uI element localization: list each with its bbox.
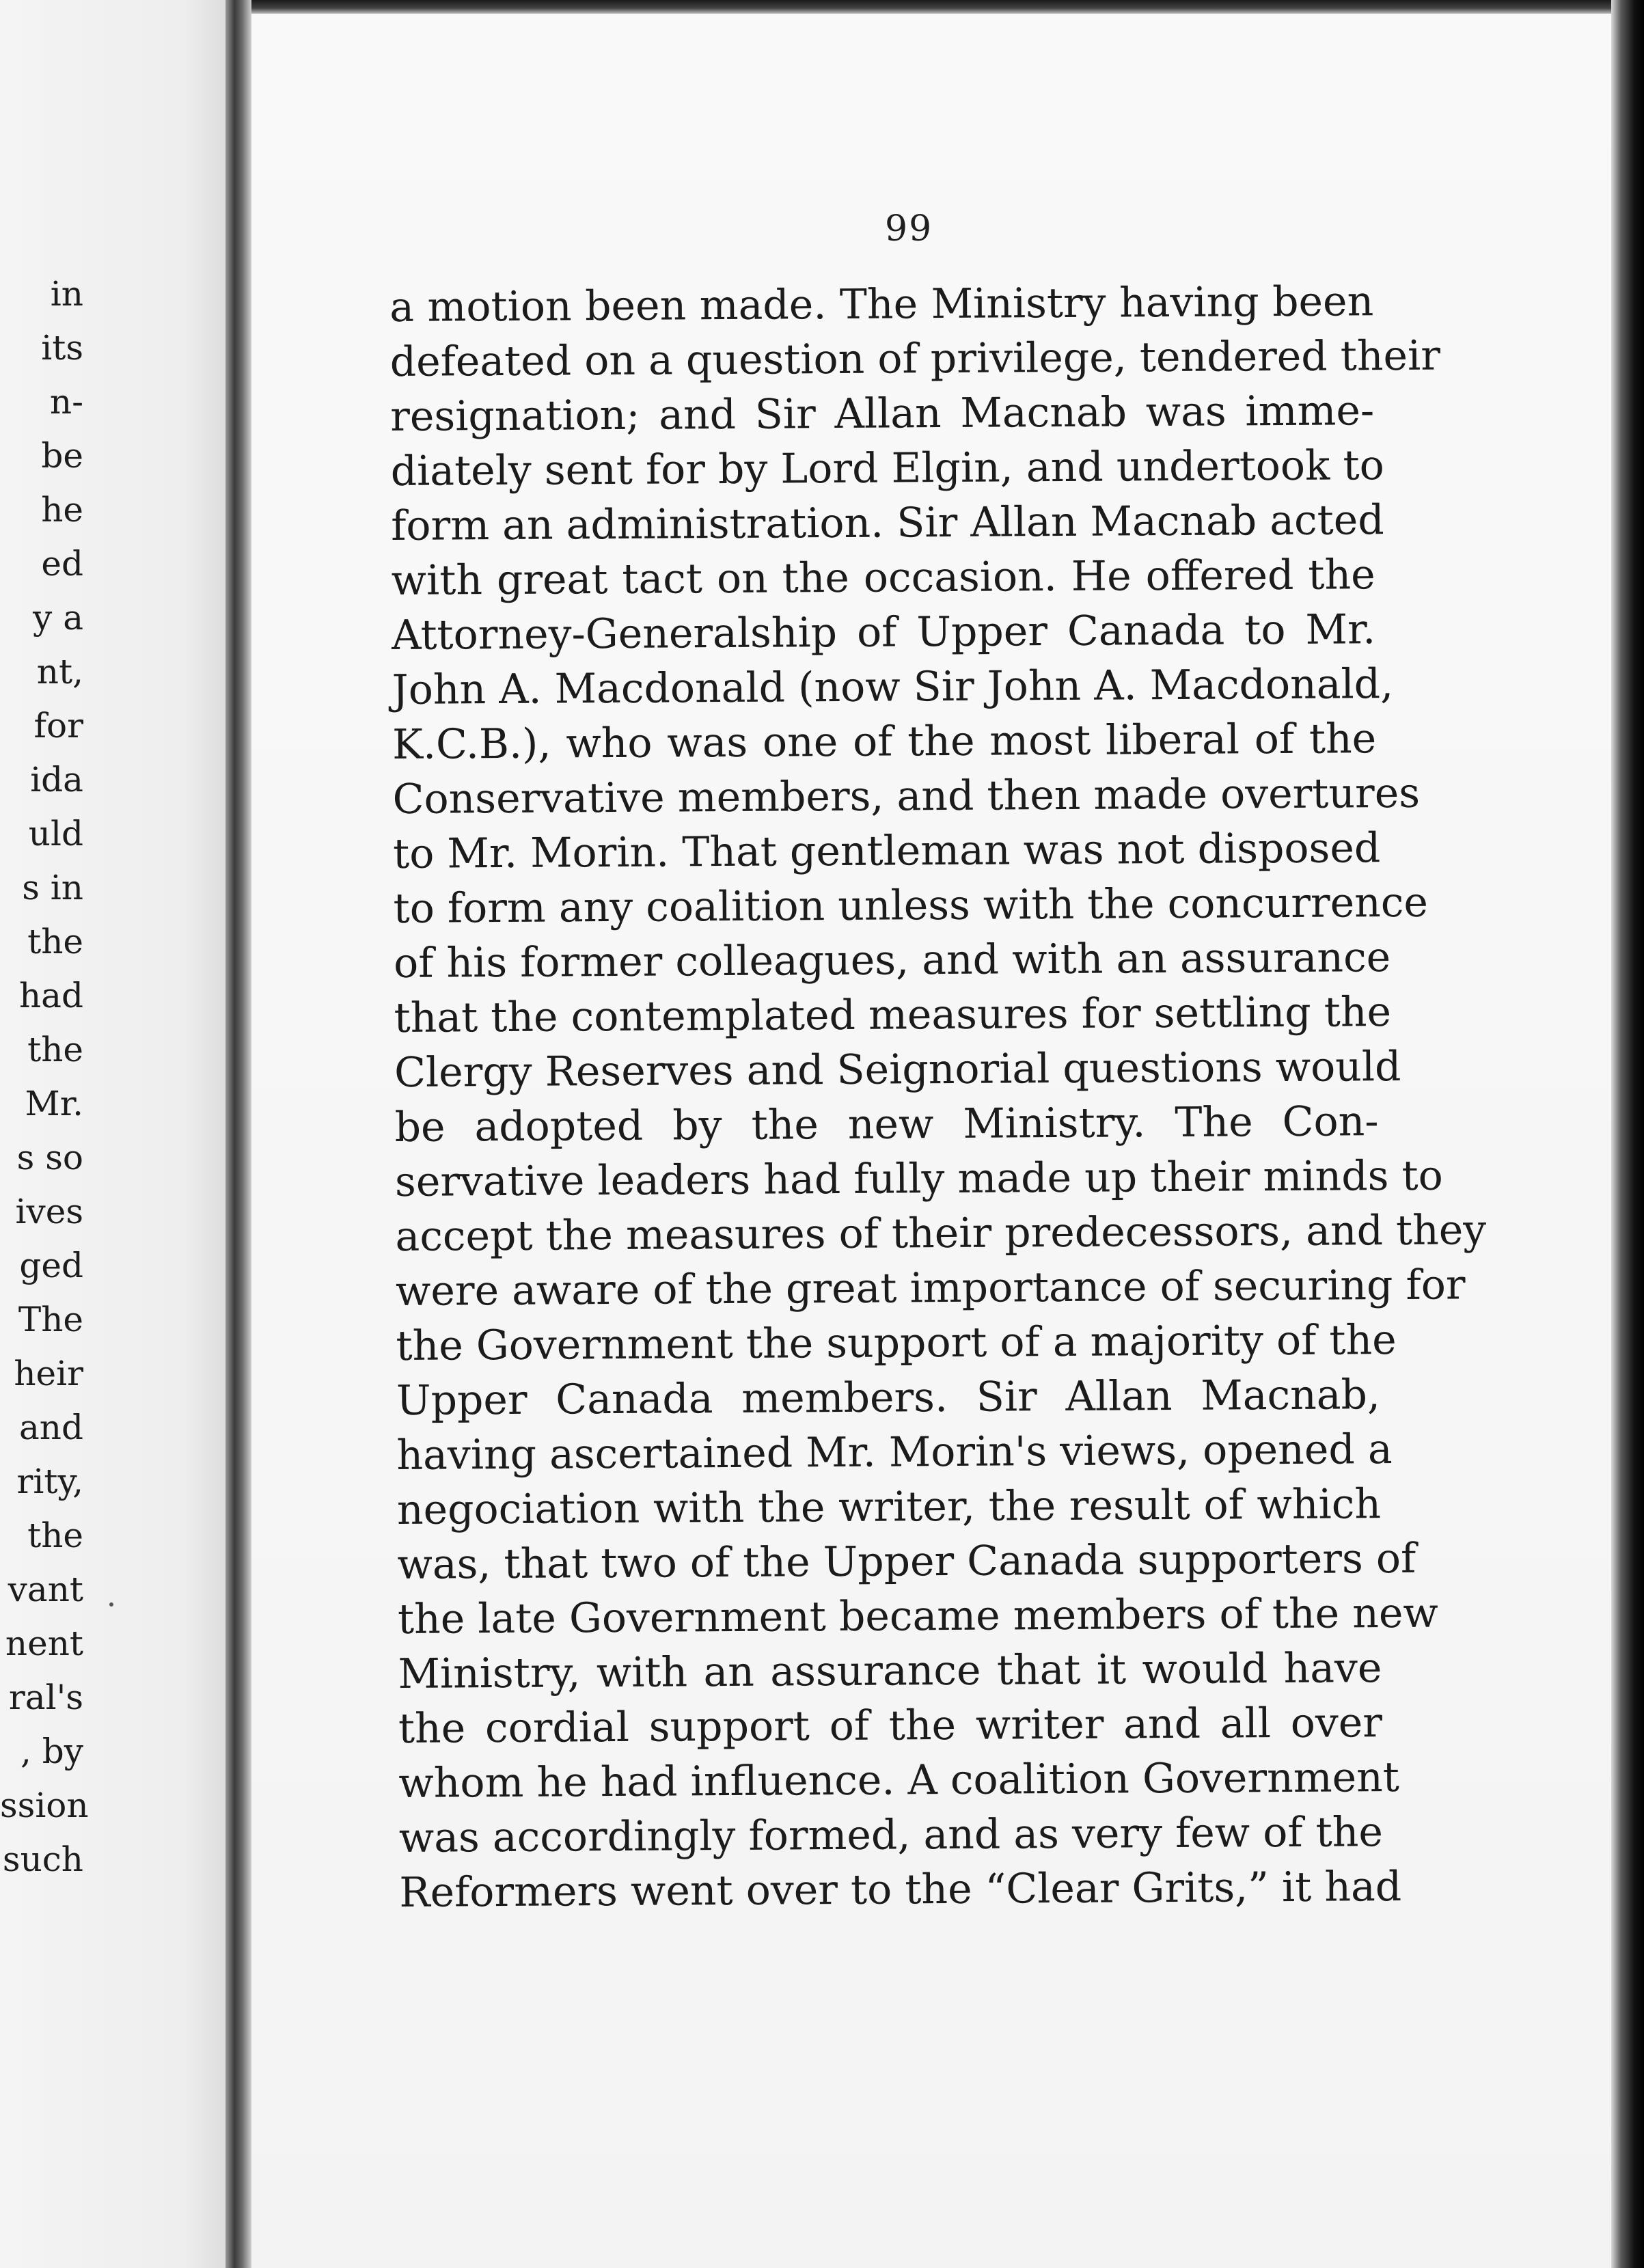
text-line: accept the measures of their predecessors, and they — [395, 1206, 1487, 1261]
left-facing-page — [0, 0, 229, 2268]
text-line: was, that two of the Upper Canada supporters of — [397, 1534, 1416, 1589]
left-page-fragment: ged — [19, 1246, 83, 1285]
text-line: Ministry, with an assurance that it would have — [398, 1644, 1382, 1698]
text-line: of his former colleagues, and with an assurance — [393, 933, 1391, 987]
text-line: was accordingly formed, and as very few of the — [398, 1808, 1384, 1862]
left-page-fragment: its — [41, 328, 83, 368]
left-page-fragment: heir — [14, 1354, 83, 1393]
text-line: were aware of the great importance of securing for — [395, 1261, 1466, 1315]
text-line: whom he had influence. A coalition Government — [398, 1753, 1400, 1807]
text-line: negociation with the writer, the result of which — [396, 1480, 1382, 1534]
left-page-fragment: The — [18, 1300, 83, 1339]
left-page-fragment: had — [18, 976, 83, 1015]
left-page-fragment: ed — [41, 544, 83, 584]
text-line: form an administration. Sir Allan Macnab acted — [390, 496, 1384, 550]
text-line: the late Government became members of the new — [397, 1589, 1438, 1643]
text-line: a motion been made. The Ministry having been — [389, 277, 1374, 331]
top-shadow — [251, 0, 1644, 14]
text-line: having ascertained Mr. Morin's views, opened a — [396, 1425, 1393, 1479]
left-page-fragment: ida — [30, 760, 83, 800]
left-page-fragment: vant — [8, 1570, 83, 1609]
left-page-fragment: ives — [15, 1192, 83, 1231]
page-number: 99 — [885, 208, 933, 249]
left-page-fragment: nt, — [36, 652, 83, 692]
text-line: that the contemplated measures for settling the — [394, 988, 1392, 1042]
text-line: diately sent for by Lord Elgin, and undertook to — [390, 441, 1384, 495]
right-page-edge — [1611, 0, 1644, 2268]
left-page-fragment: rity, — [16, 1462, 83, 1501]
text-line: defeated on a question of privilege, tendered their — [389, 331, 1441, 386]
book-gutter — [225, 0, 251, 2268]
text-line: servative leaders had fully made up their minds to — [394, 1151, 1443, 1206]
left-page-fragment: be — [41, 436, 83, 476]
text-line: Upper Canada members. Sir Allan Macnab, — [396, 1371, 1381, 1425]
left-page-fragment: ssion — [0, 1786, 89, 1825]
text-line: the Government the support of a majority of the — [396, 1316, 1397, 1370]
left-page-fragment: n- — [49, 382, 83, 422]
left-page-fragment: y a — [33, 598, 83, 638]
text-line: Conservative members, and then made overtures — [392, 769, 1421, 823]
text-line: Reformers went over to the “Clear Grits,” it had — [399, 1862, 1402, 1917]
left-page-fragment: for — [33, 706, 83, 746]
left-page-fragment: in — [50, 274, 83, 314]
left-page-fragment: s so — [16, 1138, 83, 1177]
left-page-fragment: uld — [28, 814, 83, 853]
text-line: with great tact on the occasion. He offered the — [391, 551, 1375, 605]
page-body-text — [389, 274, 1487, 1920]
left-page-text-fragments — [0, 0, 229, 2268]
left-page-fragment: such — [2, 1840, 83, 1879]
text-line: to form any coalition unless with the concurrence — [393, 878, 1429, 933]
left-page-fragment: and — [18, 1408, 83, 1447]
text-line: the cordial support of the writer and all over — [398, 1699, 1383, 1753]
left-page-fragment: ral's — [8, 1678, 83, 1717]
text-line: be adopted by the new Ministry. The Con- — [394, 1097, 1379, 1151]
left-page-fragment: the — [27, 1030, 83, 1069]
left-page-fragment: nent — [5, 1624, 83, 1663]
text-line: John A. Macdonald (now Sir John A. Macdonald, — [392, 660, 1394, 714]
text-line: resignation; and Sir Allan Macnab was imme- — [390, 387, 1375, 441]
text-line: K.C.B.), who was one of the most liberal of the — [392, 715, 1377, 769]
text-line: Attorney-Generalship of Upper Canada to Mr. — [391, 605, 1376, 659]
scan-speck — [109, 1602, 113, 1607]
left-page-fragment: s in — [22, 868, 83, 907]
left-page-fragment: the — [27, 922, 83, 961]
left-page-fragment: , by — [20, 1732, 83, 1771]
left-page-fragment: Mr. — [25, 1084, 83, 1123]
text-line: to Mr. Morin. That gentleman was not disposed — [392, 824, 1381, 878]
left-page-fragment: he — [41, 490, 83, 530]
text-line: Clergy Reserves and Seignorial questions would — [394, 1042, 1401, 1097]
left-page-fragment: the — [27, 1516, 83, 1555]
